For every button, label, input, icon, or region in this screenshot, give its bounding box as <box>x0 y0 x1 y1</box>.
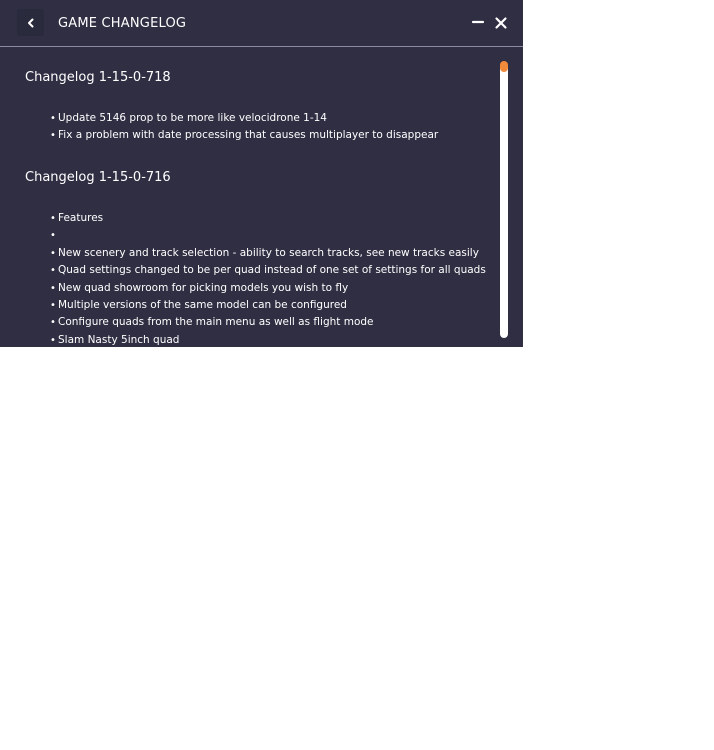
bullet-icon: • <box>50 230 56 242</box>
list-item-text: New scenery and track selection - ability to search tracks, see new tracks easily <box>58 246 479 259</box>
list-item-text: Fix a problem with date processing that causes multiplayer to disappear <box>58 129 439 142</box>
bullet-icon: • <box>50 265 56 277</box>
bullet-icon: • <box>50 213 56 224</box>
list-item <box>50 245 486 262</box>
scrollbar-thumb[interactable] <box>500 61 508 72</box>
minimize-icon <box>471 15 485 29</box>
changelog-section-title: Changelog 1-15-0-718 <box>25 70 171 85</box>
list-item <box>50 332 486 347</box>
list-item-text: Configure quads from the main menu as well as flight mode <box>58 316 374 329</box>
list-item-text: Quad settings changed to be per quad instead of one set of settings for all quads <box>58 264 486 277</box>
list-item <box>50 227 486 244</box>
bullet-icon: • <box>50 282 56 294</box>
list-item-text: Slam Nasty 5inch quad <box>58 333 180 346</box>
list-item <box>50 297 486 314</box>
changelog-section-title: Changelog 1-15-0-716 <box>25 170 171 185</box>
list-item <box>50 280 486 297</box>
changelog-item-list <box>50 110 438 145</box>
list-item-text: Update 5146 prop to be more like velocidrone 1-14 <box>58 112 327 124</box>
scrollbar-track[interactable] <box>500 62 508 338</box>
list-item <box>50 127 438 144</box>
close-icon <box>494 16 508 30</box>
window-title: GAME CHANGELOG <box>58 16 187 31</box>
bullet-icon: • <box>50 247 56 259</box>
chevron-left-icon <box>26 18 36 28</box>
list-item <box>50 262 486 279</box>
list-item-text: Multiple versions of the same model can be configured <box>58 298 347 311</box>
bullet-icon: • <box>50 334 56 346</box>
minimize-button[interactable] <box>468 12 488 32</box>
bullet-icon: • <box>50 130 56 142</box>
list-item <box>50 110 438 127</box>
bullet-icon: • <box>50 317 56 329</box>
back-button[interactable] <box>17 9 44 36</box>
bullet-icon: • <box>50 299 56 311</box>
changelog-content[interactable] <box>0 48 523 347</box>
list-item-text: New quad showroom for picking models you wish to fly <box>58 281 349 294</box>
list-item <box>50 314 486 331</box>
list-item <box>50 210 486 227</box>
changelog-window <box>0 0 523 347</box>
window-header <box>0 0 523 47</box>
changelog-item-list <box>50 210 486 347</box>
close-button[interactable] <box>491 13 511 33</box>
bullet-icon: • <box>50 113 56 124</box>
list-item-text: Features <box>58 212 104 224</box>
